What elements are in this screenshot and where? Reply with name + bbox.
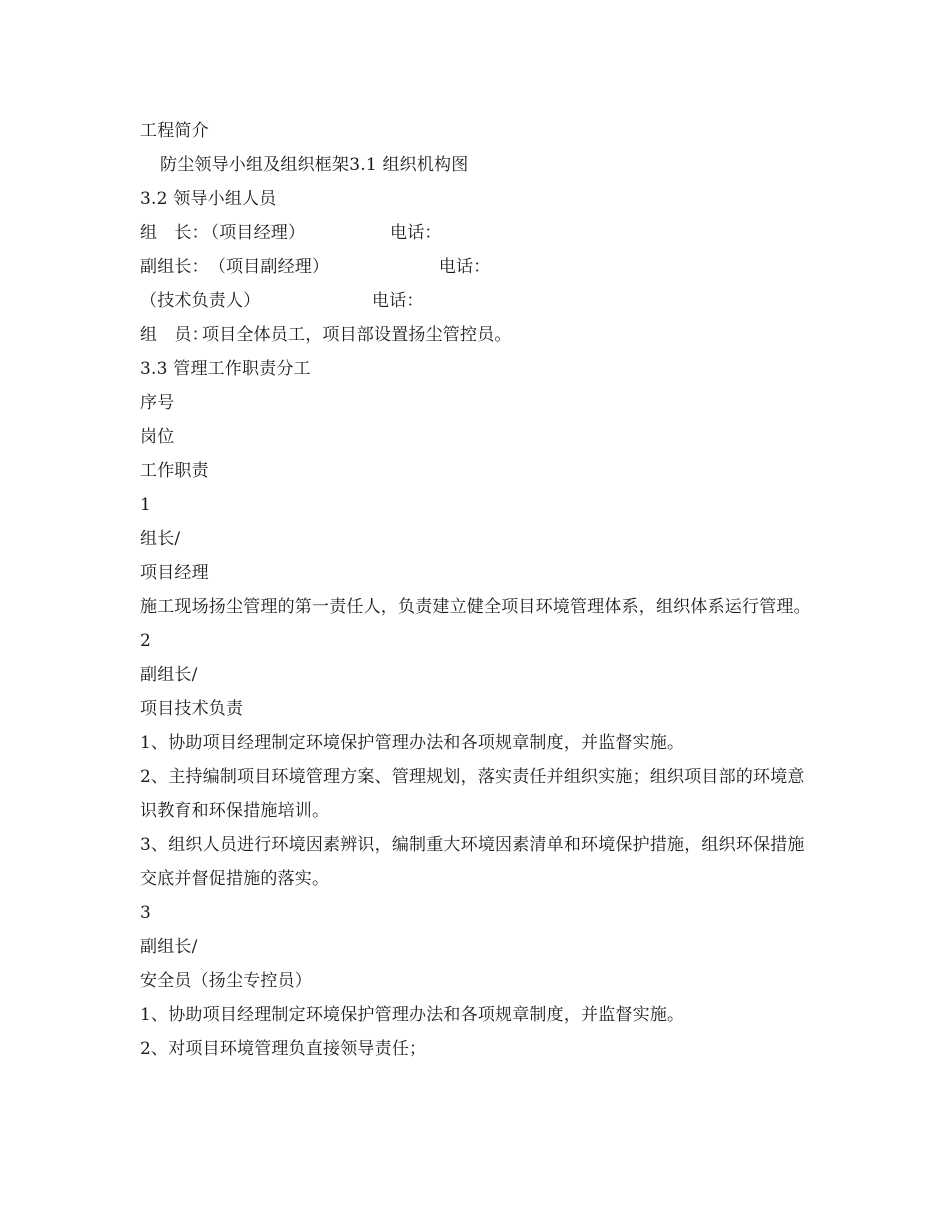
row-3-duty-2: 2、对项目环境管理负直接领导责任； — [140, 1039, 427, 1059]
row-2-post-line2: 项目技术负责 — [140, 699, 244, 719]
heading-duty-allocation: 3.3 管理工作职责分工 — [140, 359, 311, 379]
deputy-label: 副组长： — [140, 257, 209, 277]
row-2-duty-3: 3、组织人员进行环境因素辨识，编制重大环境因素清单和环境保护措施，组织环保措施交底并督促措施的落实。 — [140, 835, 805, 889]
deputy-line — [140, 250, 820, 284]
deputy-role: （项目副经理） — [208, 257, 330, 277]
row-2-duty-1: 1、协助项目经理制定环境保护管理办法和各项规章制度，并监督实施。 — [140, 733, 685, 753]
members-text: 项目全体员工，项目部设置扬尘管控员。 — [202, 325, 512, 345]
leader-line — [140, 216, 820, 250]
leader-phone-label: 电话： — [390, 223, 442, 243]
table-header-post: 岗位 — [140, 427, 175, 447]
members-line — [140, 318, 820, 352]
members-label: 组 员： — [140, 325, 209, 345]
row-3-post-line1: 副组长/ — [140, 937, 198, 957]
row-3-duty-1: 1、协助项目经理制定环境保护管理办法和各项规章制度，并监督实施。 — [140, 1005, 685, 1025]
row-1-no: 1 — [140, 495, 152, 515]
row-1-post-line1: 组长/ — [140, 529, 181, 549]
row-1-post-line2: 项目经理 — [140, 563, 209, 583]
leader-role: （项目经理） — [202, 223, 306, 243]
row-3-no: 3 — [140, 903, 152, 923]
heading-org-structure: 防尘领导小组及组织框架3.1 组织机构图 — [160, 155, 469, 175]
row-3-post-line2: 安全员（扬尘专控员） — [140, 971, 312, 991]
tech-lead-role: （技术负责人） — [140, 291, 261, 311]
tech-lead-line — [140, 284, 820, 318]
deputy-phone-label: 电话： — [438, 257, 491, 277]
tech-lead-phone-label: 电话： — [372, 291, 424, 311]
heading-project-intro: 工程简介 — [140, 121, 209, 141]
table-header-duties: 工作职责 — [140, 461, 209, 481]
leader-label: 组 长： — [140, 223, 209, 243]
heading-leadership-team: 3.2 领导小组人员 — [140, 189, 277, 209]
document-body — [140, 114, 820, 1066]
row-2-post-line1: 副组长/ — [140, 665, 198, 685]
row-2-no: 2 — [140, 631, 152, 651]
row-2-duty-2: 2、主持编制项目环境管理方案、管理规划，落实责任并组织实施；组织项目部的环境意识教育和环保措施培训。 — [140, 767, 805, 821]
table-header-no: 序号 — [140, 393, 175, 413]
row-1-duty-1: 施工现场扬尘管理的第一责任人，负责建立健全项目环境管理体系，组织体系运行管理。 — [140, 597, 811, 617]
